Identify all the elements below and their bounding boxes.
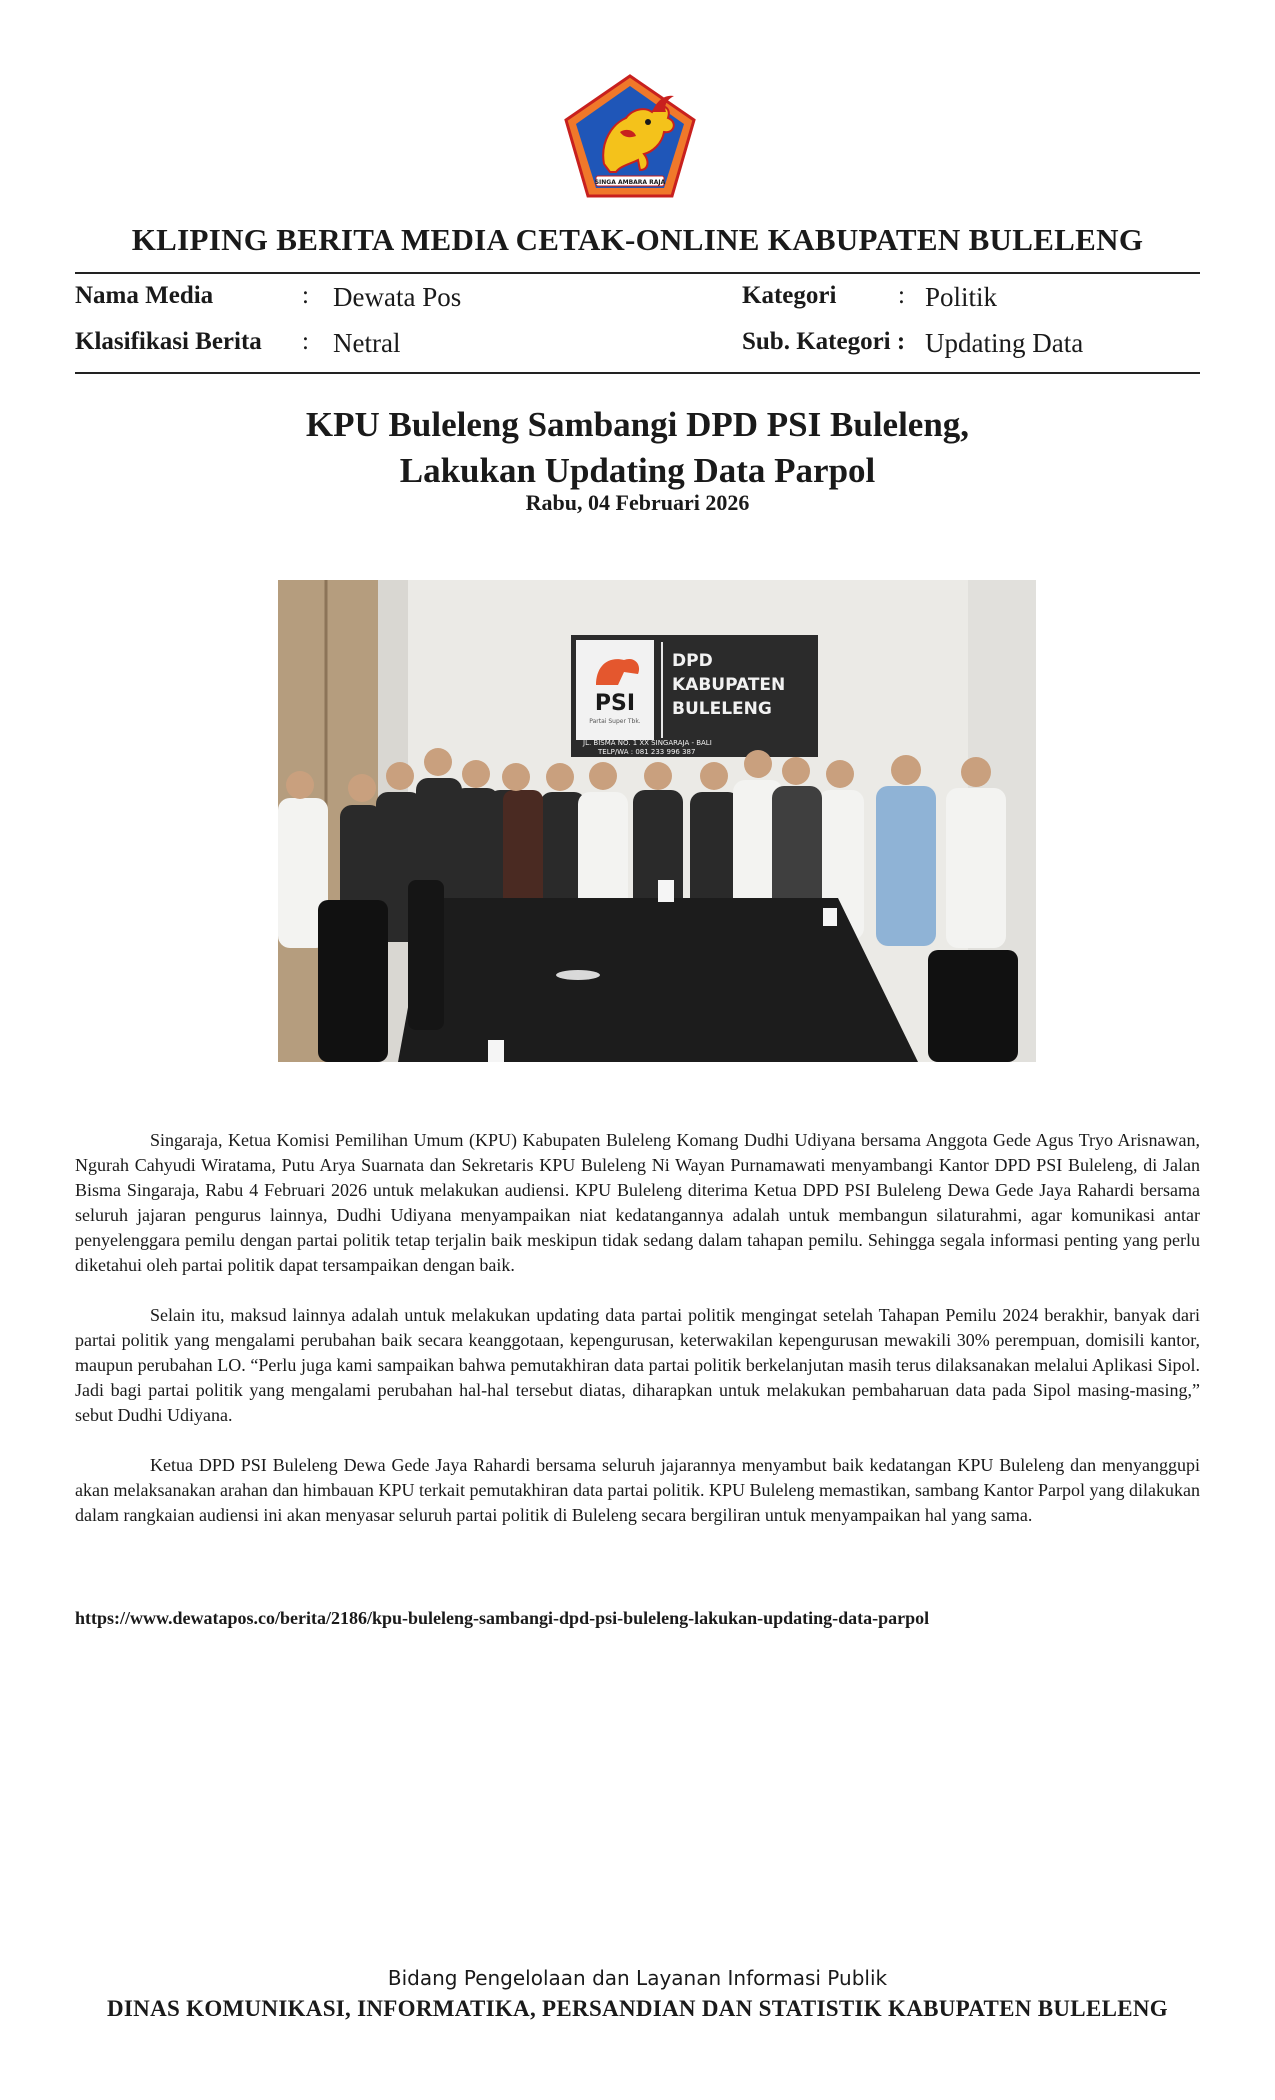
kategori-value: Politik (925, 282, 998, 312)
banner-address: JL. BISMA NO. 1 XX SINGARAJA - BALI (583, 739, 712, 747)
article-photo (278, 580, 1036, 1062)
buleleng-emblem-logo (560, 72, 700, 202)
kategori-label: Kategori (742, 282, 837, 309)
klasifikasi-colon: : (302, 328, 309, 355)
emblem-motto-text: SINGA AMBARA RAJA (594, 179, 666, 186)
document-header-title: KLIPING BERITA MEDIA CETAK-ONLINE KABUPATEN BULELENG (131, 222, 1144, 257)
banner-line-1: DPD (672, 651, 713, 671)
klasifikasi-label: Klasifikasi Berita (75, 328, 262, 355)
article-paragraph: Singaraja, Ketua Komisi Pemilihan Umum (KPU) Kabupaten Buleleng Komang Dudhi Udiyana bersama Anggota Gede Agus Tryo Arisnawan, Ngurah Cahyudi Wiratama, Putu Arya Suarnata dan Sekretaris KPU Buleleng Ni Wayan Purnamawati menyambangi Kantor DPD PSI Buleleng, di Jalan Bisma Singaraja, Rabu 4 Februari 2026 untuk melakukan audiensi. KPU Buleleng diterima Ketua DPD PSI Buleleng Dewa Gede Jaya Rahardi bersama seluruh jajaran pengurus lainnya, Dudhi Udiyana menyampaikan niat kedatangannya adalah untuk membangun silaturahmi, agar komunikasi antar penyelenggara pemilu dengan partai politik tetap terjalin baik meskipun tidak sedang dalam tahapan pemilu. Sehingga segala informasi penting yang perlu diketahui oleh partai politik dapat tersampaikan dengan baik. (75, 1130, 1200, 1275)
emblem-shield-graphic (560, 72, 700, 202)
banner-line-2: KABUPATEN (672, 675, 786, 695)
article-date: Rabu, 04 Februari 2026 (525, 490, 750, 515)
footer-agency: DINAS KOMUNIKASI, INFORMATIKA, PERSANDIAN DAN STATISTIK KABUPATEN BULELENG (107, 1996, 1168, 2021)
banner-party-name: PSI (594, 691, 636, 716)
article-paragraph: Ketua DPD PSI Buleleng Dewa Gede Jaya Rahardi bersama seluruh jajarannya menyambut baik kedatangan KPU Buleleng dan menyanggupi akan melaksanakan arahan dan himbauan KPU terkait pemutakhiran data partai politik. KPU Buleleng memastikan, sambang Kantor Parpol yang dilakukan dalam rangkaian audiensi ini akan menyasar seluruh partai politik di Buleleng secara bergiliran untuk menyampaikan hal yang sama. (75, 1455, 1200, 1525)
banner-phone: TELP/WA : 081 233 996 387 (598, 748, 696, 756)
article-title-line-1: KPU Buleleng Sambangi DPD PSI Buleleng, (305, 405, 970, 444)
group-photo-illustration (278, 580, 1036, 1062)
sub-kategori-value: Updating Data (925, 328, 1084, 358)
article-paragraph: Selain itu, maksud lainnya adalah untuk melakukan updating data partai politik mengingat setelah Tahapan Pemilu 2024 berakhir, banyak dari partai politik yang mengalami perubahan baik secara keanggotaan, kepengurusan, keterwakilan kepengurusan mewakili 30% perempuan, domisili kantor, maupun perubahan LO. “Perlu juga kami sampaikan bahwa pemutakhiran data partai politik berkelanjutan masih terus dilaksanakan melalui Aplikasi Sipol. Jadi bagi partai politik yang mengalami perubahan hal-hal tersebut diatas, diharapkan untuk melakukan pembaharuan data pada Sipol masing-masing,” sebut Dudhi Udiyana. (75, 1305, 1200, 1425)
footer-department: Bidang Pengelolaan dan Layanan Informasi Publik (387, 1966, 888, 1990)
banner-line-3: BULELENG (672, 699, 772, 719)
article-title-line-2: Lakukan Updating Data Parpol (399, 451, 876, 490)
header-rule-top (75, 272, 1200, 274)
article-title (0, 402, 1275, 494)
header-rule-bottom (75, 372, 1200, 374)
banner-party-tagline: Partai Super Tbk. (589, 718, 641, 725)
media-label: Nama Media (75, 282, 214, 309)
media-colon: : (302, 282, 309, 309)
article-body (75, 1128, 1200, 1553)
source-url-link[interactable]: https://www.dewatapos.co/berita/2186/kpu-buleleng-sambangi-dpd-psi-buleleng-lakukan-updating-data-parpol (75, 1608, 930, 1628)
media-value: Dewata Pos (333, 282, 462, 312)
klasifikasi-value: Netral (333, 328, 401, 358)
kategori-colon: : (898, 282, 905, 309)
sub-kategori-label: Sub. Kategori : (742, 328, 906, 355)
